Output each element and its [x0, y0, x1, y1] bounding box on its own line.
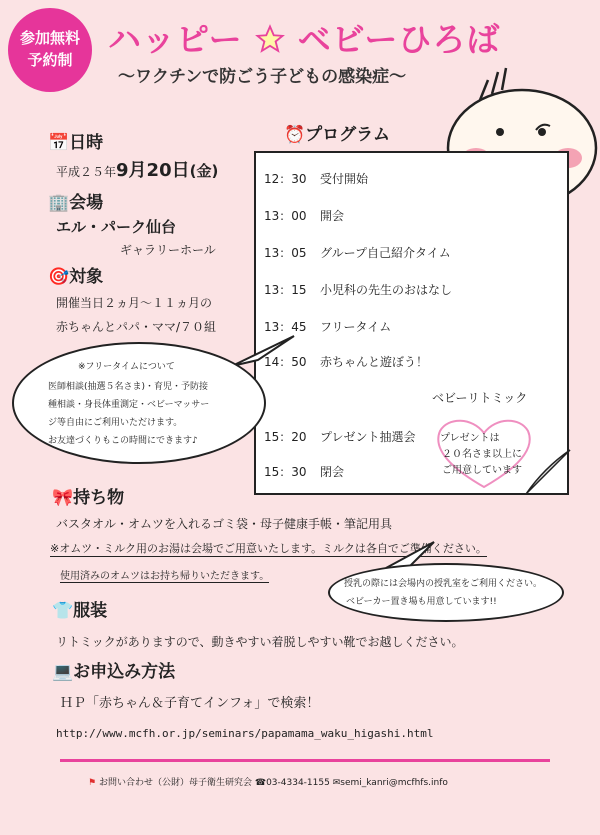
items-line2: ※オムツ・ミルク用のお湯は会場でご用意いたします。ミルクは各自でご準備ください。 [50, 542, 487, 555]
apply-url-link[interactable]: http://www.mcfh.or.jp/seminars/papamama_waku_higashi.html [56, 727, 434, 740]
speech-tail-icon [228, 330, 298, 370]
program-sheet [254, 151, 569, 495]
footer-contact: ⚑ お問い合わせ（公財）母子衛生研究会 ☎03-4334-1155 ✉semi_kanri@mcfhfs.info [88, 778, 448, 788]
event-date: 平成２５年9月20日(金) [56, 160, 219, 181]
badge-line2: 予約制 [27, 51, 73, 69]
nursing-bubble [328, 563, 564, 622]
program-item: 13：15 小児科の先生のおはなし [264, 283, 453, 297]
free-reservation-badge [8, 8, 92, 92]
venue-heading: 🏢会場 [48, 193, 104, 213]
computer-icon: 💻 [52, 662, 74, 682]
page-title [108, 14, 500, 61]
shirt-icon: 👕 [52, 601, 74, 621]
program-item: 15：30 閉会 [264, 465, 345, 479]
freetime-line2: 種相談・身長体重測定・ベビーマッサー [48, 400, 210, 410]
program-heading: ⏰プログラム [284, 125, 391, 145]
nursing-line2: ベビーカー置き場も用意しています!! [346, 597, 497, 607]
heart-line2: ２０名さま以上に [442, 449, 522, 460]
venue-name: エル・パーク仙台 [56, 218, 177, 236]
program-item: 12：30 受付開始 [264, 172, 369, 186]
heart-line3: ご用意しています [442, 465, 522, 476]
items-line3: 使用済みのオムツはお持ち帰りいただきます。 [60, 567, 269, 583]
heart-line1: プレゼントは [440, 433, 500, 444]
calendar-icon: 📅 [48, 133, 70, 153]
program-item: 13：00 開会 [264, 209, 345, 223]
target-icon: 🎯 [48, 267, 70, 287]
star-icon [255, 24, 285, 54]
freetime-line4: お友達づくりもこの時間にできます♪ [48, 436, 198, 446]
target-heading: 🎯対象 [48, 267, 104, 287]
building-icon: 🏢 [48, 193, 70, 213]
freetime-line3: ジ等自由にご利用いただけます。 [48, 418, 183, 428]
freetime-line1: 医師相談(抽選５名さま)・育児・予防接 [48, 382, 209, 392]
nursing-line1: 授乳の際には会場内の授乳室をご利用ください。 [344, 579, 543, 589]
date-heading: 📅日時 [48, 133, 104, 153]
target-line2: 赤ちゃんとパパ・ママ/７０組 [56, 320, 217, 334]
clothes-line1: リトミックがありますので、動きやすい着脱しやすい靴でお越しください。 [56, 635, 464, 649]
page-subtitle: ～ワクチンで防ごう子どもの感染症～ [118, 67, 407, 87]
footer-email[interactable]: semi_kanri@mcfhfs.info [340, 778, 448, 788]
badge-line1: 参加無料 [19, 29, 80, 48]
program-rhythmic: ベビーリトミック [432, 391, 528, 405]
apply-line1: ＨＰ「赤ちゃん＆子育てインフォ」で検索！ [60, 696, 320, 711]
ribbon-icon: 🎀 [52, 488, 74, 508]
title-part1: ハッピー [108, 20, 243, 59]
target-line1: 開催当日２ヵ月～１１ヵ月の [56, 296, 213, 310]
title-part2: ベビーひろば [297, 20, 501, 59]
footer-divider [60, 759, 550, 762]
program-item: 13：05 グループ自己紹介タイム [264, 246, 451, 260]
program-item: 15：20 プレゼント抽選会 [264, 430, 416, 444]
phone-icon: ☎ [254, 778, 267, 788]
program-item: 14：50 赤ちゃんと遊ぼう！ [264, 355, 429, 369]
items-heading: 🎀持ち物 [52, 488, 125, 508]
items-line1: バスタオル・オムツを入れるゴミ袋・母子健康手帳・筆記用具 [56, 517, 393, 531]
venue-hall: ギャラリーホール [120, 243, 216, 257]
apply-heading: 💻お申込み方法 [52, 662, 176, 682]
mail-icon: ✉ [332, 778, 341, 788]
page-curl-icon [524, 448, 572, 498]
alarm-clock-icon: ⏰ [284, 125, 306, 145]
program-item: 13：45 フリータイム [264, 320, 392, 334]
freetime-title: ※フリータイムについて [78, 362, 175, 372]
clothes-heading: 👕服装 [52, 601, 108, 621]
flag-icon: ⚑ [88, 778, 97, 788]
